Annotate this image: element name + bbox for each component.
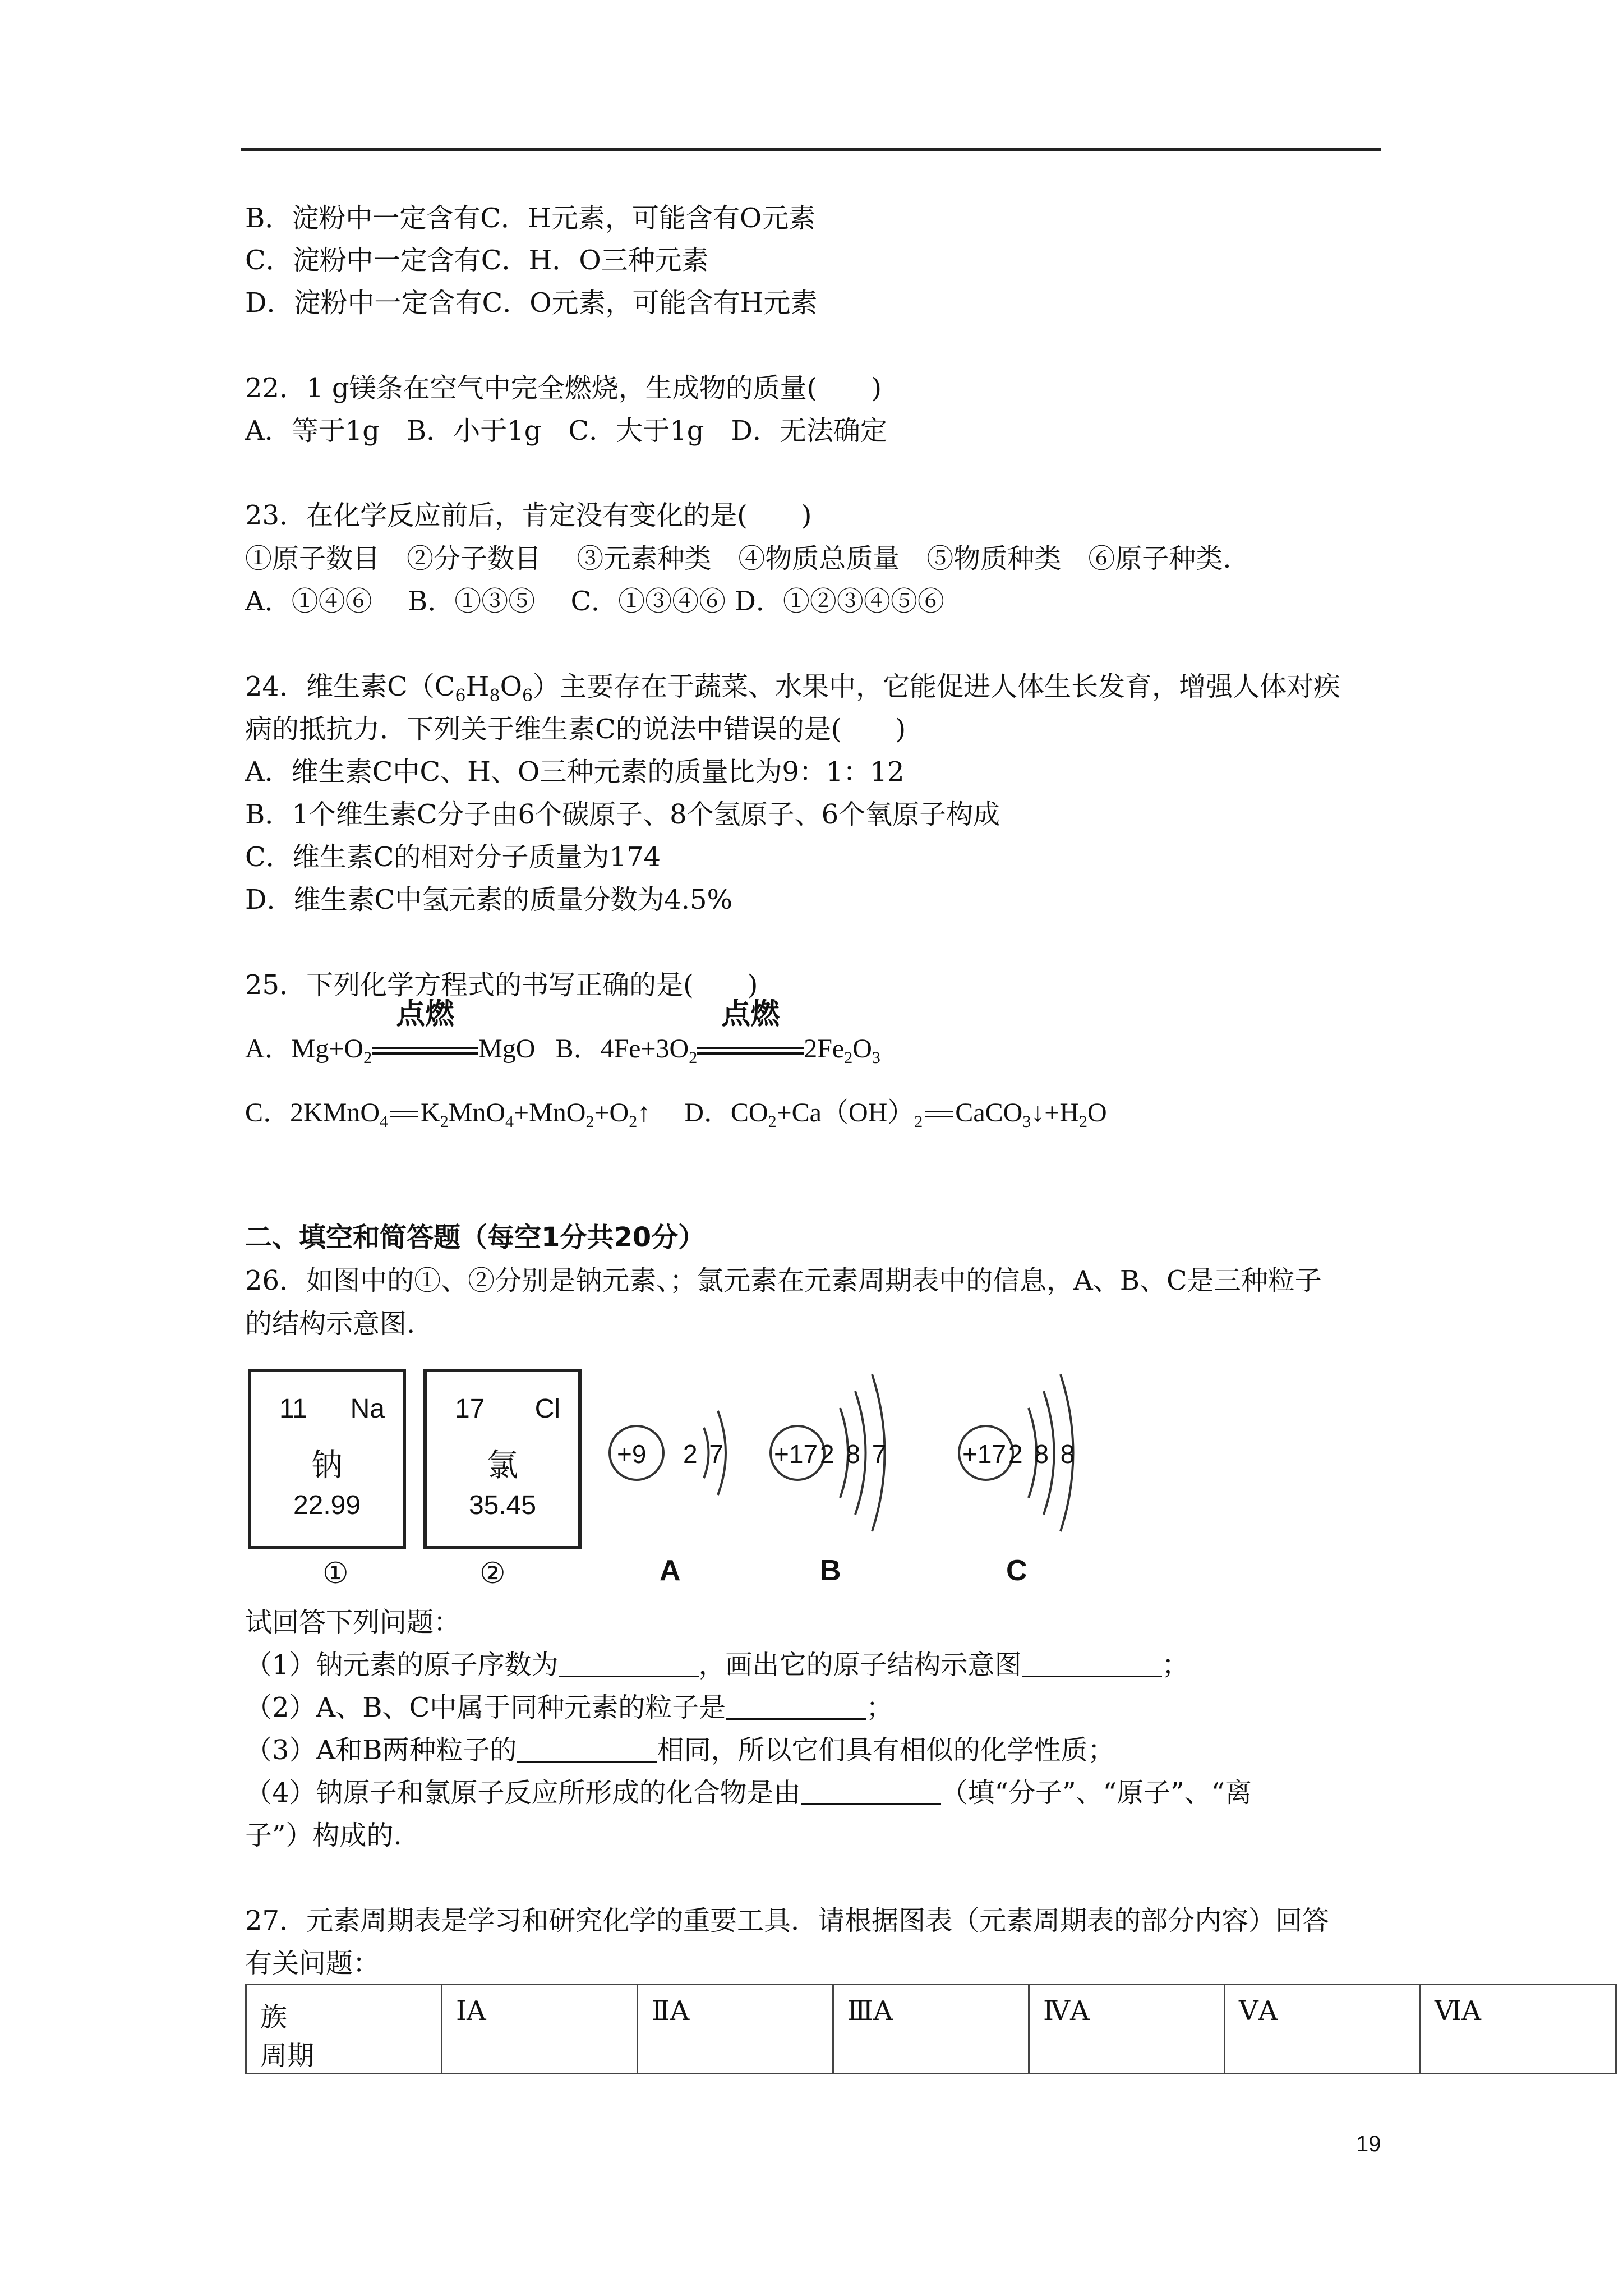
q22-stem: 22．1 g镁条在空气中完全燃烧，生成物的质量( ) xyxy=(245,372,882,404)
q24-stem-line1: 24．维生素$C(C_6H_8O_6)$主要存在于蔬菜、水果中，它能促进人体生长发育，增强人体对疾 xyxy=(245,671,1341,706)
q23-stem: 23．在化学反应前后，肯定没有变化的是( ) xyxy=(245,500,812,531)
particle-c-electrons: 2 8 8 xyxy=(1008,1439,1077,1469)
q26-sub1: （1）钠元素的原子序数为 ，画出它的原子结构示意图 ； xyxy=(245,1649,1189,1681)
table-row xyxy=(246,1985,1616,2074)
q21-option-d: D．淀粉中一定含有C．O元素，可能含有H元素 xyxy=(245,287,818,319)
group-cell: ⅢA xyxy=(833,1985,1029,2074)
q26-sub4: （4）钠原子和氯原子反应所形成的化合物是由 （填“分子”、“原子”、“离 xyxy=(245,1777,1252,1809)
answer-blank[interactable] xyxy=(801,1779,941,1805)
q26-intro: 试回答下列问题： xyxy=(245,1607,461,1638)
figure-label-2: ② xyxy=(479,1557,506,1590)
element-name: 钠 xyxy=(311,1447,343,1484)
q22-options: A．等于1g B．小于1g C．大于1g D．无法确定 xyxy=(245,415,887,447)
q26-sub4-cont: 子”）构成的. xyxy=(245,1820,402,1851)
section-2-heading: 二、填空和简答题（每空1分共20分） xyxy=(245,1222,706,1253)
periodic-table-excerpt xyxy=(245,1984,1617,2074)
group-cell: ⅤA xyxy=(1225,1985,1421,2074)
atomic-number: 11 xyxy=(279,1394,307,1424)
header-cell: 族 周期 xyxy=(246,1985,442,2074)
particle-a-electrons: 2 7 xyxy=(683,1439,726,1469)
q26-stem-line1: 26．如图中的①、②分别是钠元素、；氯元素在元素周期表中的信息，A、B、C是三种粒子 xyxy=(245,1265,1322,1296)
particle-a-nucleus-charge: +9 xyxy=(617,1439,647,1469)
page-number: 19 xyxy=(1356,2132,1381,2156)
figure-label-1: ① xyxy=(322,1557,349,1590)
particle-c-nucleus-charge: +17 xyxy=(962,1439,1007,1469)
q24-option-d: D．维生素C中氢元素的质量分数为4.5% xyxy=(245,884,733,915)
q24-option-c: C．维生素C的相对分子质量为174 xyxy=(245,841,661,873)
answer-blank[interactable] xyxy=(726,1694,866,1720)
atomic-mass: 35.45 xyxy=(468,1490,537,1520)
q24-option-b: B．1个维生素C分子由6个碳原子、8个氢原子、6个氧原子构成 xyxy=(245,799,1000,830)
q23-options: A．①④⑥ B．①③⑤ C．①③④⑥ D．①②③④⑤⑥ xyxy=(245,586,944,617)
element-symbol: Na xyxy=(350,1394,385,1424)
reaction-condition-a: 点燃 xyxy=(372,1032,478,1066)
group-cell: ⅡA xyxy=(638,1985,833,2074)
q24-stem-line2: 病的抵抗力．下列关于维生素C的说法中错误的是( ) xyxy=(245,714,906,745)
reaction-condition-b: 点燃 xyxy=(697,1032,804,1066)
answer-blank[interactable] xyxy=(559,1651,699,1677)
element-cell-chlorine xyxy=(423,1369,582,1549)
q26-sub2: （2）A、B、C中属于同种元素的粒子是 ； xyxy=(245,1692,893,1723)
answer-blank[interactable] xyxy=(517,1736,657,1763)
q21-option-b: B．淀粉中一定含有C．H元素，可能含有O元素 xyxy=(245,203,816,234)
atomic-number: 17 xyxy=(455,1394,485,1424)
q24-option-a: A．维生素C中C、H、O三种元素的质量比为9：1：12 xyxy=(245,756,905,788)
q27-stem-line1: 27．元素周期表是学习和研究化学的重要工具．请根据图表（元素周期表的部分内容）回答 xyxy=(245,1905,1330,1936)
q26-stem-line2: 的结构示意图. xyxy=(245,1308,416,1340)
q25-equations-cd: C．2KMnO$_4$ $K_2MnO_4+MnO_2+O_2↑$ D．$CO_2+Ca(OH)_2$ $CaCO_3↓+H_2O$ xyxy=(245,1098,1107,1131)
element-cell-sodium xyxy=(248,1369,406,1549)
atomic-mass: 22.99 xyxy=(293,1490,361,1520)
group-cell: ⅥA xyxy=(1421,1985,1616,2074)
q23-items: ①原子数目 ②分子数目 ③元素种类 ④物质总质量 ⑤物质种类 ⑥原子种类. xyxy=(245,543,1232,574)
group-cell: ⅣA xyxy=(1029,1985,1225,2074)
particle-c-label: C xyxy=(1006,1554,1027,1587)
particle-a-label: A xyxy=(660,1554,681,1587)
element-symbol: Cl xyxy=(534,1394,560,1424)
q25-equations-ab: A．$Mg+O_2$ 点燃 MgO B．$4Fe+3O_2$ 点燃 $2Fe_2O_3$ xyxy=(245,997,880,1067)
answer-blank[interactable] xyxy=(1022,1651,1162,1677)
group-cell: ⅠA xyxy=(442,1985,638,2074)
q27-stem-line2: 有关问题： xyxy=(245,1948,380,1979)
header-rule xyxy=(241,148,1381,151)
q21-option-c: C．淀粉中一定含有C．H．O三种元素 xyxy=(245,245,709,276)
particle-b-nucleus-charge: +17 xyxy=(774,1439,818,1469)
q25-stem: 25．下列化学方程式的书写正确的是( ) xyxy=(245,969,758,1001)
element-name: 氯 xyxy=(487,1447,518,1484)
particle-b-label: B xyxy=(820,1554,841,1587)
particle-b-electrons: 2 8 7 xyxy=(820,1439,889,1469)
q26-sub3: （3）A和B两种粒子的 相同，所以它们具有相似的化学性质； xyxy=(245,1734,1115,1766)
